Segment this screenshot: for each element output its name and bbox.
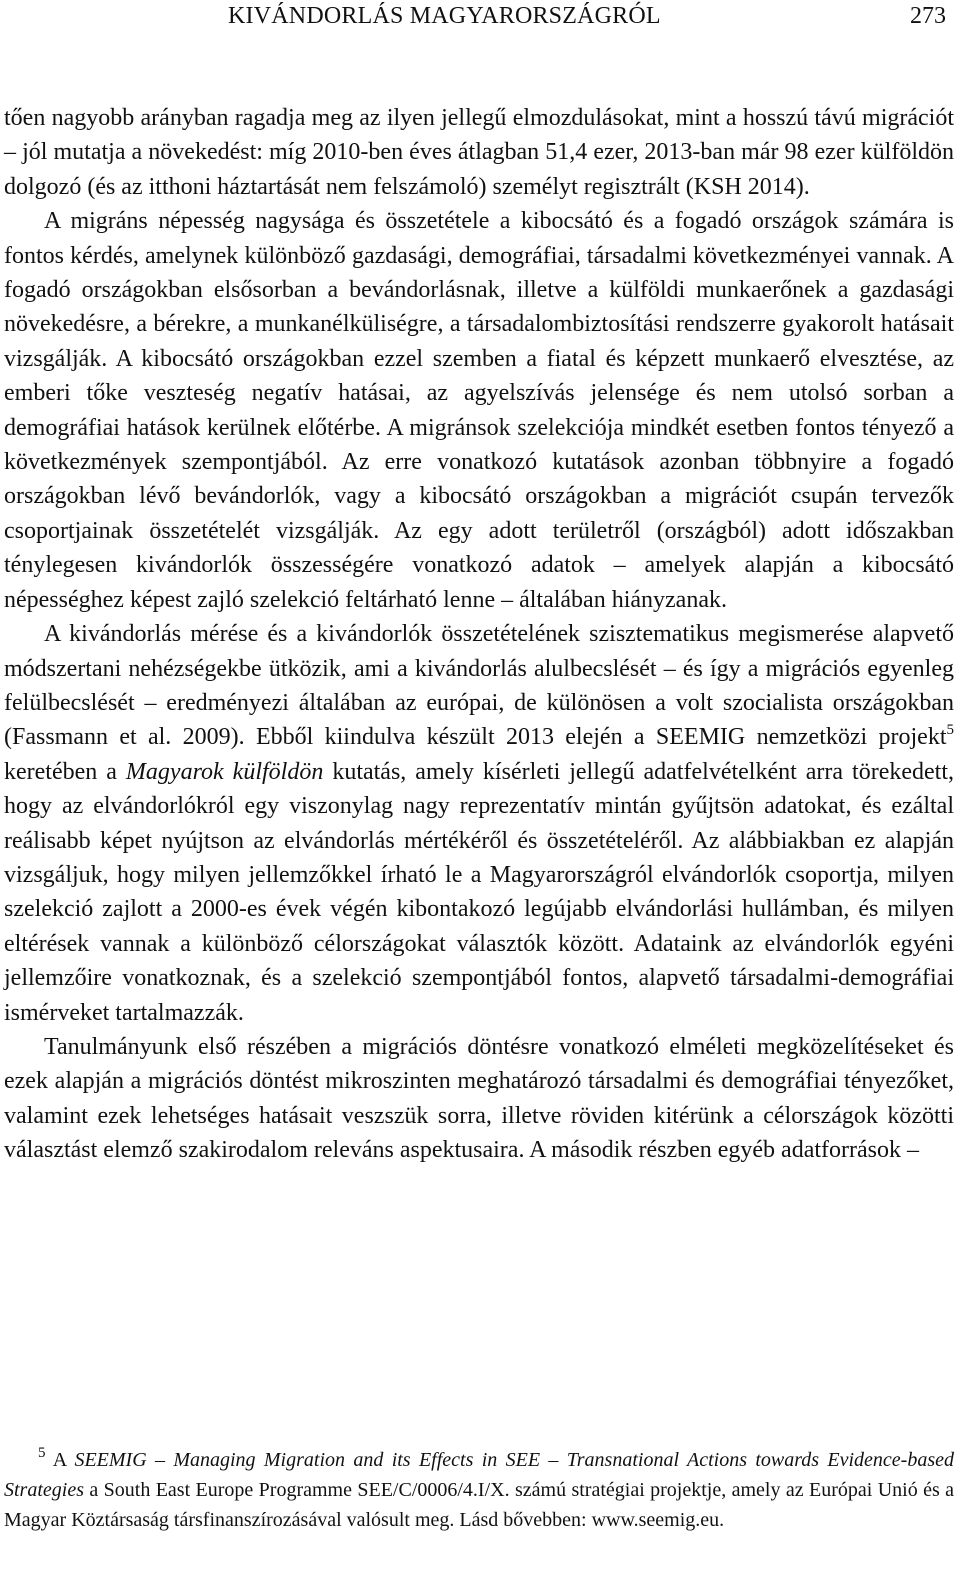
footnote-italic-title: SEEMIG – Managing Migration and its Effects in SEE – Transnational Actions towards Evidence-based Strategies [4, 1449, 954, 1502]
running-title: KIVÁNDORLÁS MAGYARORSZÁGRÓL [228, 3, 661, 29]
footnote-part-b: a South East Europe Programme SEE/C/0006/4.I/X. számú stratégiai projektje, amely az Európai Unió és a Magyar Köztársaság társfinanszírozásával valósult meg. Lásd bővebben: www.seemig.eu. [4, 1479, 954, 1532]
paragraph-4: Tanulmányunk első részében a migrációs döntésre vonatkozó elméleti megközelítéseket és ezek alapján a migrációs döntést mikroszinten meghatározó társadalmi és demográfiai tényezőket, valamint ezek lehetséges hatásait veszszük sorra, illetve röviden kitérünk a célországok közötti választást elemző szakirodalom releváns aspektusaira. A második részben egyéb adatforrások – [4, 1033, 954, 1164]
footnote-5 [4, 1445, 954, 1536]
paragraph-3-part-a: A kivándorlás mérése és a kivándorlók összetételének szisztematikus megismerése alapvető módszertani nehézségekbe ütközik, ami a kivándorlás alulbecslését – és így a migrációs egyenleg felülbecslését – eredményezi általában az európai, de különösen a volt szocialista országokban (Fassmann et al. 2009). Ebből kiindulva készült 2013 elején a SEEMIG nemzetközi projekt [4, 621, 954, 751]
paragraph-1: tően nagyobb arányban ragadja meg az ilyen jellegű elmozdulásokat, mint a hosszú távú migrációt – jól mutatja a növekedést: míg 2010-ben éves átlagban 51,4 ezer, 2013-ban már 98 ezer külföldön dolgozó (és az itthoni háztartását nem felszámoló) személyt regisztrált (KSH 2014). [4, 105, 954, 200]
paragraph-3-part-c: kutatás, amely kísérleti jellegű adatfelvételként arra törekedett, hogy az elvándorlókról egy viszonylag nagy reprezentatív mintán gyűjtsön adatokat, és ezáltal reálisabb képet nyújtson az elvándorlás mértékéről és összetételéről. Az alábbiakban ez alapján vizsgáljuk, hogy milyen jellemzőkkel írható le a Magyarországról elvándorlók csoportja, milyen szelekció zajlott a 2000-es évek végén kibontakozó legújabb elvándorlási hullámban, és milyen eltérések vannak a különböző célországokat választók között. Adataink az elvándorlók egyéni jellemzőire vonatkoznak, és a szelekció szempontjából fontos, alapvető társadalmi-demográfiai ismérveket tartalmazzák. [4, 758, 955, 1026]
footnote-reference: 5 [946, 722, 954, 739]
paragraph-2: A migráns népesség nagysága és összetétele a kibocsátó és a fogadó országok számára is fontos kérdés, amelynek különböző gazdasági, demográfiai, társadalmi következményei vannak. A fogadó országokban elsősorban a bevándorlásnak, illetve a külföldi munkaerőnek a gazdasági növekedésre, a bérekre, a munkanélküliségre, a társadalombiztosítási rendszerre gyakorolt hatásait vizsgálják. A kibocsátó országokban ezzel szemben a fiatal és képzett munkaerő elvesztése, az emberi tőke veszteség negatív hatásai, az agyelszívás jelensége és nem utolsó sorban a demográfiai hatások kerülnek előtérbe. A migránsok szelekciója mindkét esetben fontos tényező a következmények szempontjából. Az erre vonatkozó kutatások azonban többnyire a fogadó országokban lévő bevándorlók, vagy a kibocsátó országokban a migrációt csupán tervezők csoportjainak összetételét vizsgálják. Az egy adott területről (országból) adott időszakban ténylegesen kivándorlók összességére vonatkozó adatok – amelyek alapján a kibocsátó népességhez képest zajló szelekció feltárható lenne – általában hiányzanak. [4, 208, 954, 613]
page-header [0, 0, 960, 40]
page-number: 273 [910, 3, 946, 29]
paragraph-3-part-b: keretében a [4, 758, 126, 785]
body-text [4, 101, 954, 1168]
footnote-part-a: A [45, 1449, 75, 1471]
paragraph-3 [4, 617, 954, 1030]
footnote-mark: 5 [38, 1445, 46, 1461]
footnotes [4, 1445, 954, 1536]
paragraph-3-italic-title: Magyarok külföldön [125, 758, 324, 785]
